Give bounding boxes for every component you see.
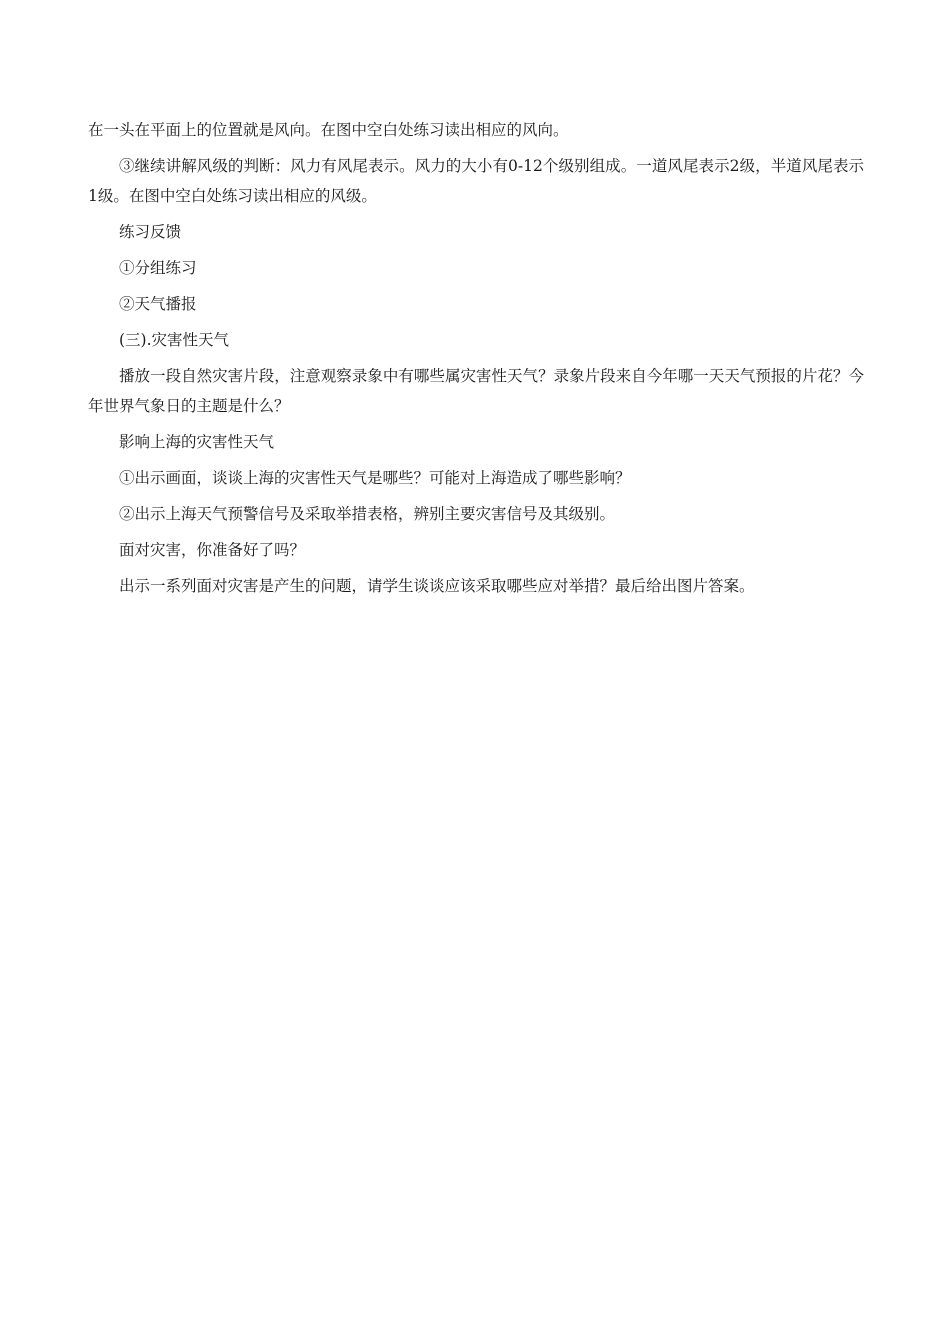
paragraph-response-measures: 出示一系列面对灾害是产生的问题，请学生谈谈应该采取哪些应对举措？最后给出图片答案。 [119,577,755,595]
heading-shanghai-disaster-weather: 影响上海的灾害性天气 [119,433,275,451]
list-item-warning-signals: ②出示上海天气预警信号及采取举措表格，辨别主要灾害信号及其级别。 [119,505,616,523]
section-heading-disaster-weather: (三).灾害性天气 [119,331,230,349]
paragraph-disaster-video: 播放一段自然灾害片段，注意观察录象中有哪些属灾害性天气？录象片段来自今年哪一天天气预报的片花？今年世界气象日的主题是什么？ [88,367,864,415]
heading-practice-feedback: 练习反馈 [119,223,182,241]
paragraph-wind-scale: ③继续讲解风级的判断：风力有风尾表示。风力的大小有0-12个级别组成。一道风尾表示2级，半道风尾表示1级。在图中空白处练习读出相应的风级。 [88,157,864,205]
list-item-show-picture: ①出示画面，谈谈上海的灾害性天气是哪些？可能对上海造成了哪些影响？ [119,469,631,487]
paragraph-wind-direction-end: 在一头在平面上的位置就是风向。在图中空白处练习读出相应的风向。 [88,121,569,139]
document-body [88,115,864,607]
list-item-weather-broadcast: ②天气播报 [119,295,197,313]
heading-are-you-ready: 面对灾害，你准备好了吗？ [119,541,306,559]
list-item-group-practice: ①分组练习 [119,259,197,277]
